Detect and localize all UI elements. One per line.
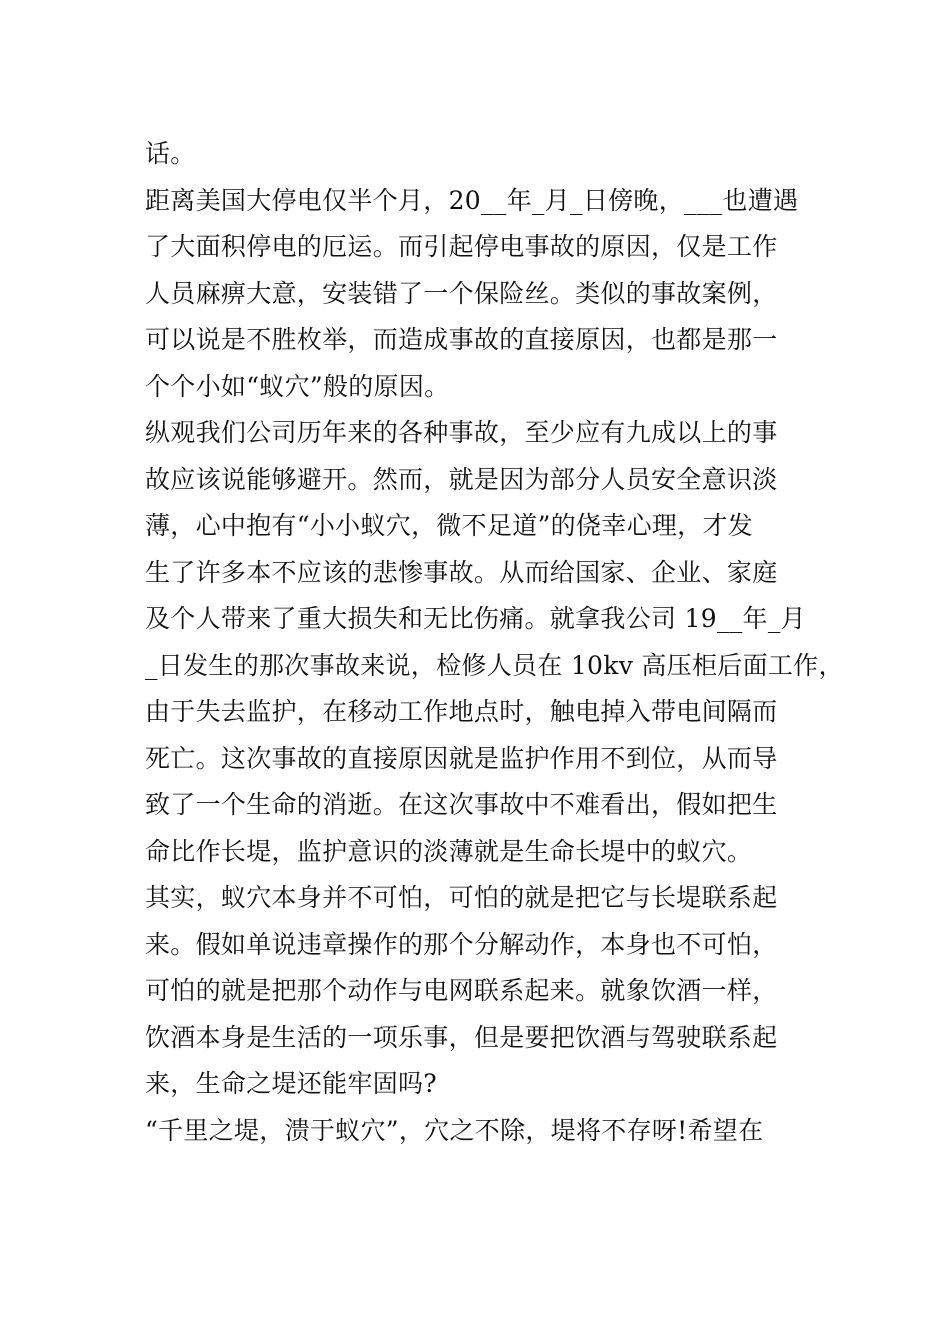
document-body [145, 131, 844, 1154]
text-line: 生了许多本不应该的悲惨事故。从而给国家、企业、家庭 [145, 557, 778, 587]
text-line: 命比作长堤，监护意识的淡薄就是生命长堤中的蚁穴。 [145, 836, 753, 866]
text-line: 致了一个生命的消逝。在这次事故中不难看出，假如把生 [145, 790, 778, 819]
text-line: 距离美国大停电仅半个月，20__年_月_日傍晚，___也遭遇 [145, 185, 799, 215]
text-line: 了大面积停电的厄运。而引起停电事故的原因，仅是工作 [145, 232, 778, 261]
text-line: 可怕的就是把那个动作与电网联系起来。就象饮酒一样， [145, 976, 778, 1005]
text-line: 饮酒本身是生活的一项乐事，但是要把饮酒与驾驶联系起 [145, 1022, 778, 1052]
text-line: 由于失去监护，在移动工作地点时，触电掉入带电间隔而 [145, 697, 778, 726]
text-line: 人员麻痹大意，安装错了一个保险丝。类似的事故案例， [145, 278, 778, 308]
text-line: 其实，蚁穴本身并不可怕，可怕的就是把它与长堤联系起 [145, 883, 778, 912]
text-line: “千里之堤，溃于蚁穴”，穴之不除，堤将不存呀!希望在 [145, 1115, 764, 1145]
text-line: 故应该说能够避开。然而，就是因为部分人员安全意识淡 [145, 464, 778, 494]
text-line: 及个人带来了重大损失和无比伤痛。就拿我公司 19__年_月 [145, 604, 806, 633]
text-line: 纵观我们公司历年来的各种事故，至少应有九成以上的事 [145, 418, 778, 447]
text-line: 来。假如单说违章操作的那个分解动作，本身也不可怕， [145, 929, 778, 959]
text-line: 个个小如“蚁穴”般的原因。 [145, 371, 450, 401]
text-line: 可以说是不胜枚举，而造成事故的直接原因，也都是那一 [145, 325, 778, 354]
text-line: 来，生命之堤还能牢固吗? [145, 1069, 438, 1098]
text-line: _日发生的那次事故来说，检修人员在 10kv 高压柜后面工作， [145, 650, 844, 680]
text-line: 薄，心中抱有“小小蚁穴，微不足道”的侥幸心理，才发 [145, 511, 754, 540]
text-line: 死亡。这次事故的直接原因就是监护作用不到位，从而导 [145, 743, 778, 773]
text-line: 话。 [145, 139, 196, 168]
